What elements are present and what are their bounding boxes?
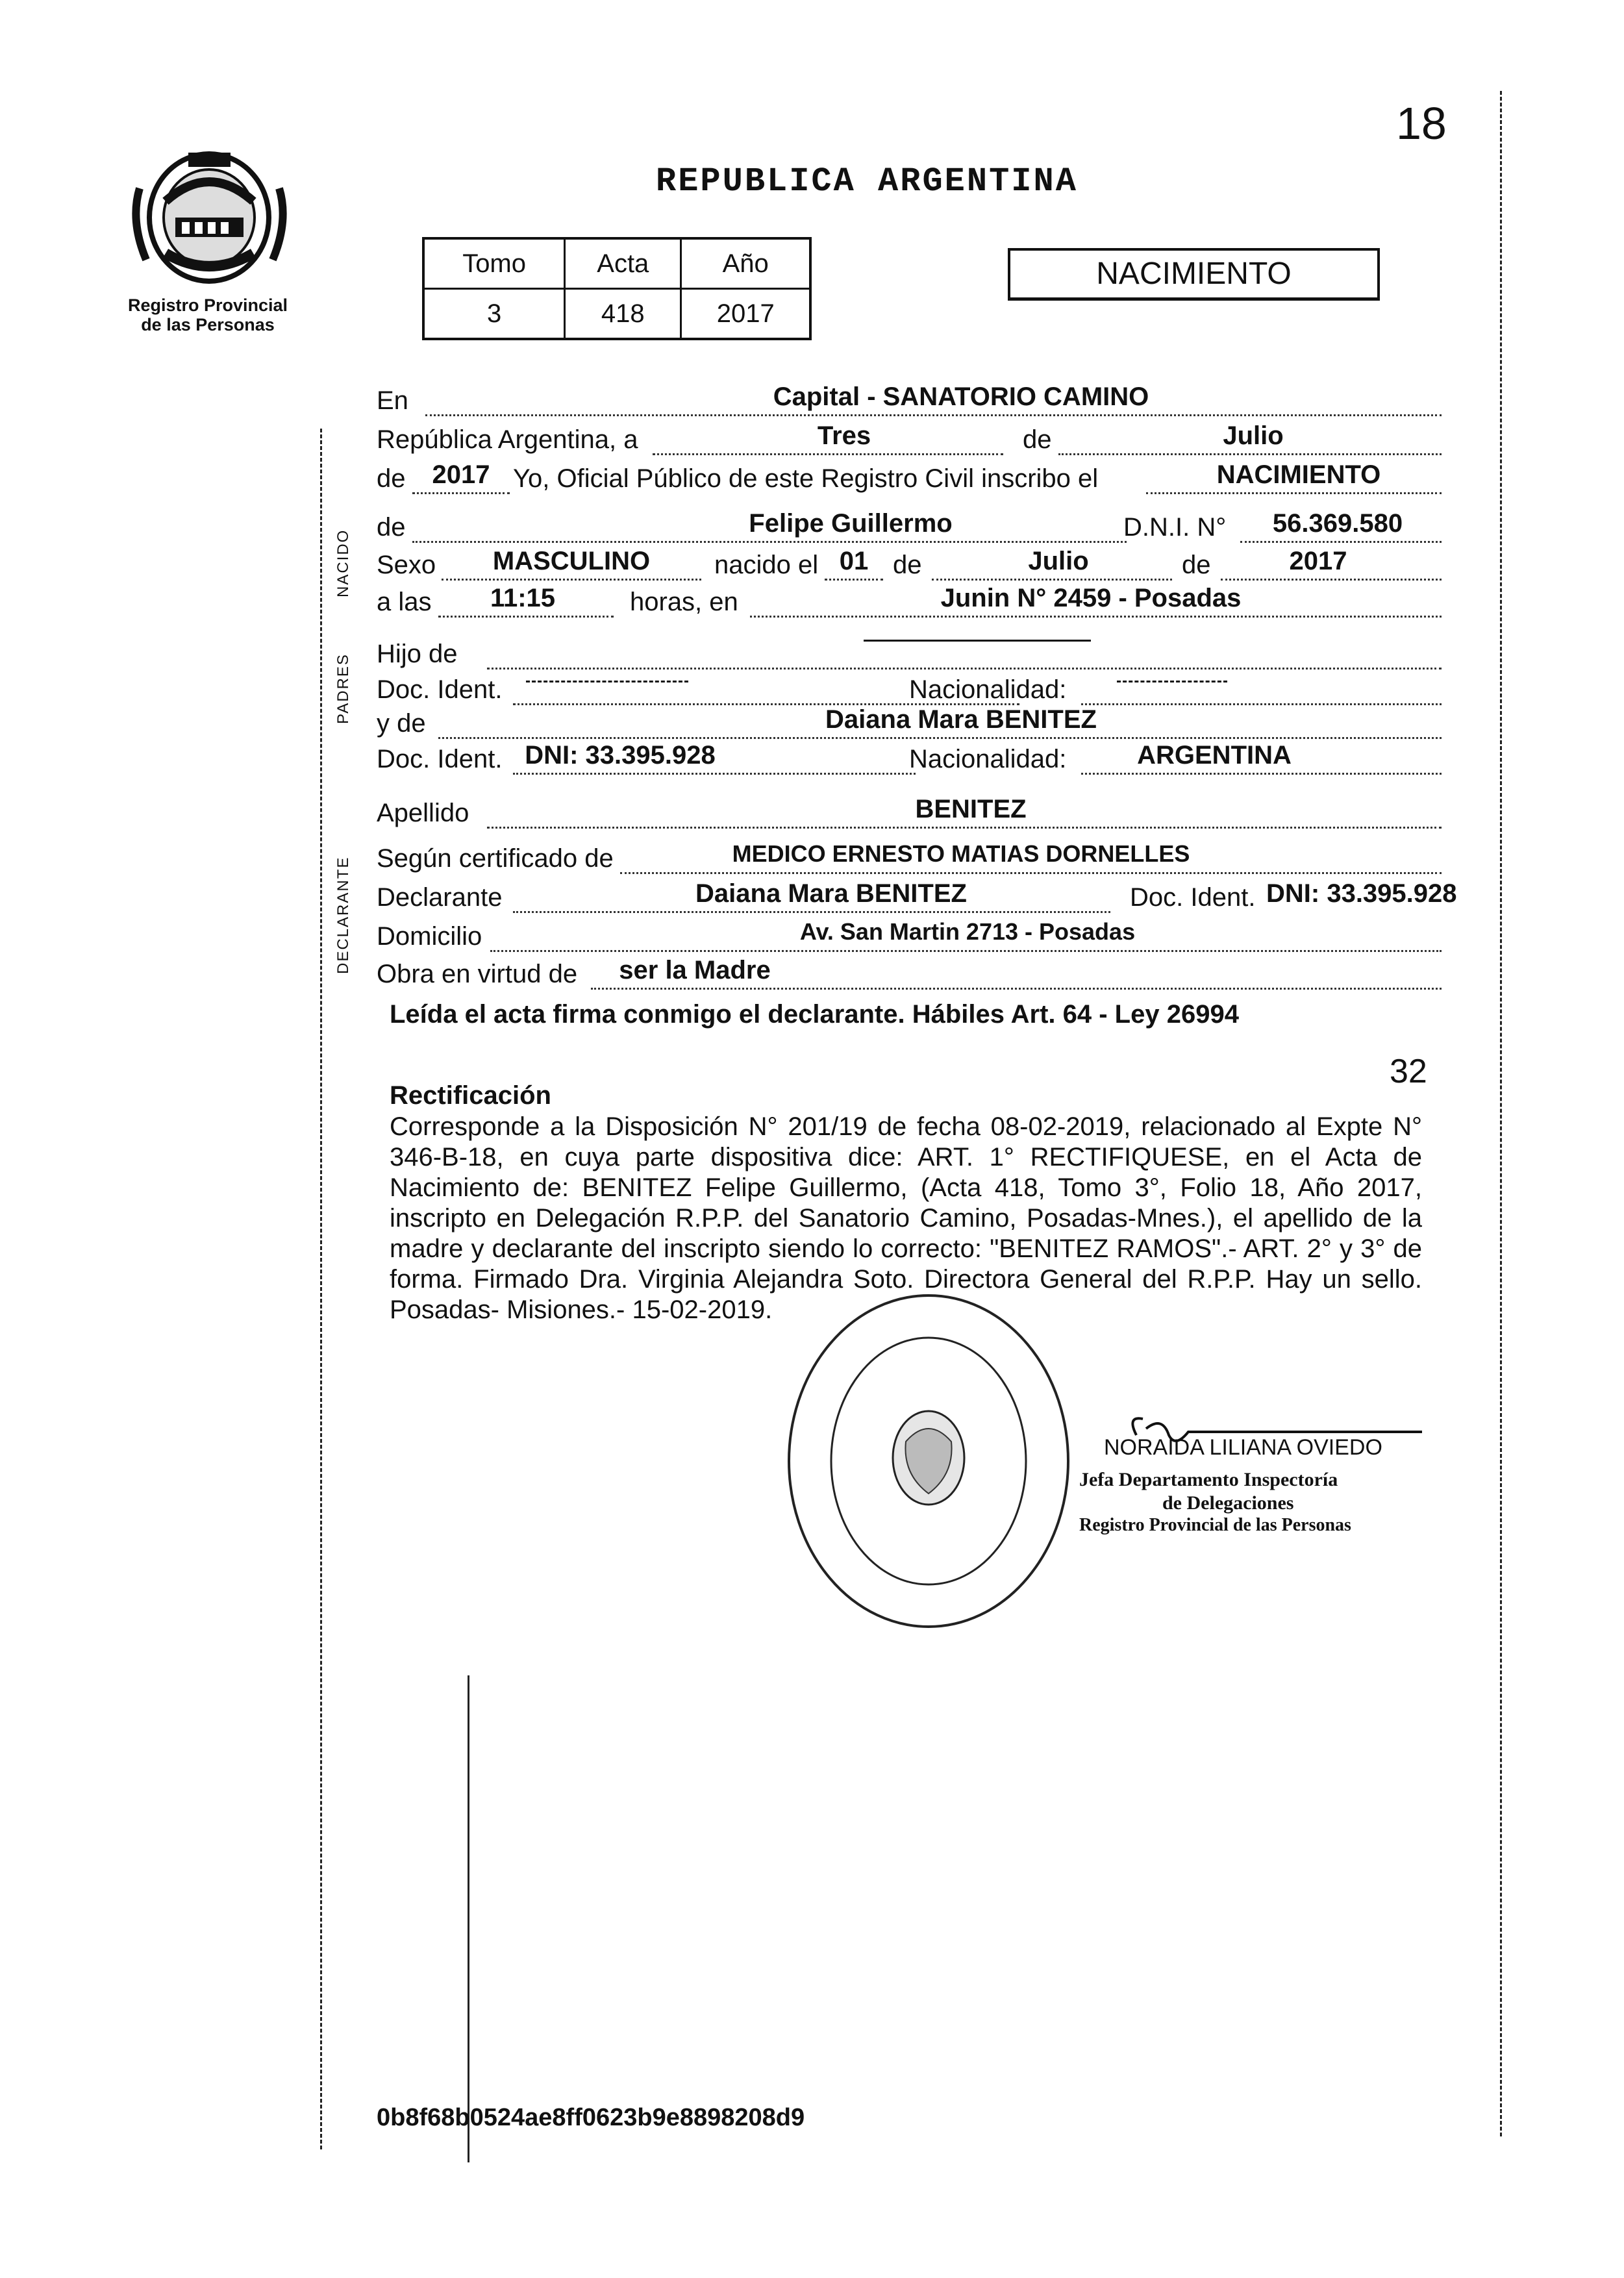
- rectificacion-body: Corresponde a la Disposición N° 201/19 de fecha 08-02-2019, relacionado al Expte N° 346-B-18, en cuya parte dispositiva dice: ART. 1° RECTIFIQUESE, en el Acta de Nacimiento de: BENITEZ Felipe Guillermo, (Acta 418, Tomo 3°, Folio 18, Año 2017, inscripto en Delegación R.P.P. del Sanatorio Camino, Posadas-Mnes.), el apellido de la madre y declarante del inscripto siendo lo correcto: "BENITEZ RAMOS".- ART. 2° y 3° de forma. Firmado Dra. Virginia Alejandra Soto. Directora General del R.P.P. Hay un sello. Posadas- Misiones.- 15-02-2019.: [390, 1112, 1422, 1324]
- dia-value: Tres: [817, 421, 871, 450]
- row-hora: [377, 584, 1442, 624]
- de2-label: de: [377, 464, 406, 493]
- dom-value: Av. San Martin 2713 - Posadas: [799, 918, 1136, 945]
- yo-text: Yo, Oficial Público de este Registro Civil inscribo el: [513, 464, 1099, 493]
- nac2-value: ARGENTINA: [1137, 741, 1292, 770]
- de4-label: de: [893, 551, 922, 579]
- section-label-padres: PADRES: [334, 653, 352, 724]
- row-certificado: [377, 840, 1442, 881]
- obra-label: Obra en virtud de: [377, 960, 578, 988]
- doc1-blank-dash: [526, 681, 688, 682]
- de3-label: de: [377, 513, 406, 542]
- cert-value: MEDICO ERNESTO MATIAS DORNELLES: [732, 840, 1190, 867]
- yde-label: y de: [377, 709, 426, 738]
- document-hash: 0b8f68b0524ae8ff0623b9e8898208d9: [377, 2104, 805, 2131]
- hora-value: 11:15: [490, 584, 556, 612]
- lugar-value: Junin N° 2459 - Posadas: [940, 584, 1242, 612]
- nombre-value: Felipe Guillermo: [749, 509, 953, 538]
- doc2-label: Doc. Ident.: [377, 745, 503, 773]
- dom-label: Domicilio: [377, 922, 482, 951]
- row-sexo: [377, 547, 1442, 587]
- page-number: 18: [1396, 98, 1447, 149]
- row-madre: [377, 705, 1442, 745]
- row-obra: [377, 956, 1442, 996]
- tomo-header: Tomo: [423, 238, 565, 289]
- en-label: En: [377, 386, 408, 415]
- act-type-box: NACIMIENTO: [1008, 248, 1380, 300]
- nac-mes-value: Julio: [1028, 547, 1089, 575]
- horas-label: horas, en: [630, 588, 738, 616]
- row-inscripcion: [377, 460, 1442, 501]
- acta-value: 418: [565, 289, 681, 340]
- signatory-title-line1: Jefa Departamento Inspectoría: [1079, 1469, 1338, 1490]
- logo-caption: [110, 295, 305, 334]
- section-label-nacido: NACIDO: [334, 529, 352, 597]
- signatory-name: NORAIDA LILIANA OVIEDO: [1104, 1435, 1382, 1460]
- sexo-value: MASCULINO: [492, 547, 651, 575]
- anio-header: Año: [681, 238, 810, 289]
- logo-caption-line1: Registro Provincial: [127, 295, 288, 315]
- signatory-title-line2: de Delegaciones: [1162, 1492, 1294, 1514]
- row-domicilio: [377, 918, 1442, 958]
- signatory-title-line3: Registro Provincial de las Personas: [1079, 1515, 1351, 1535]
- mes-value: Julio: [1223, 421, 1284, 450]
- madre-value: Daiana Mara BENITEZ: [825, 705, 1097, 734]
- tomo-value: 3: [423, 289, 565, 340]
- sexo-label: Sexo: [377, 551, 436, 579]
- apellido-value: BENITEZ: [915, 795, 1027, 823]
- nac2-label: Nacionalidad:: [909, 745, 1067, 773]
- row-nombre: [377, 509, 1442, 549]
- nacido-label: nacido el: [714, 551, 819, 579]
- hijo-label: Hijo de: [377, 640, 458, 668]
- row-fecha: [377, 421, 1442, 462]
- anio-value: 2017: [681, 289, 810, 340]
- row-hijo: [377, 640, 1442, 676]
- nac-dia-value: 01: [839, 547, 869, 575]
- right-margin-line: [1500, 91, 1502, 2136]
- apellido-label: Apellido: [377, 799, 469, 827]
- acta-header: Acta: [565, 238, 681, 289]
- decl-label: Declarante: [377, 883, 503, 912]
- nac1-blank-dash: [1117, 681, 1227, 682]
- left-margin-line: [320, 429, 322, 2149]
- hijo-blank-dash: [864, 640, 1091, 642]
- province-crest-logo: [127, 149, 292, 286]
- republica-label: República Argentina, a: [377, 425, 638, 454]
- decl-value: Daiana Mara BENITEZ: [695, 879, 967, 908]
- document-title: REPUBLICA ARGENTINA: [656, 162, 1078, 201]
- en-value: Capital - SANATORIO CAMINO: [773, 382, 1149, 411]
- footnote: Leída el acta firma conmigo el declarante. Hábiles Art. 64 - Ley 26994: [390, 1000, 1239, 1029]
- cert-label: Según certificado de: [377, 844, 614, 873]
- logo-caption-line2: de las Personas: [141, 315, 275, 334]
- official-seal-stamp: [779, 1286, 1078, 1636]
- decl-doc-label: Doc. Ident.: [1130, 883, 1256, 912]
- de-label: de: [1023, 425, 1052, 454]
- row-apellido: [377, 795, 1442, 835]
- section-label-declarante: DECLARANTE: [334, 856, 352, 974]
- dni-label: D.N.I. N°: [1123, 513, 1227, 542]
- dni-value: 56.369.580: [1272, 509, 1403, 538]
- margin-number: 32: [1390, 1053, 1427, 1090]
- row-en: [377, 382, 1442, 423]
- rectificacion-title: Rectificación: [390, 1081, 551, 1110]
- doc2-value: DNI: 33.395.928: [525, 741, 716, 770]
- anio-inscripcion-value: 2017: [432, 460, 490, 489]
- fold-line: [468, 1675, 469, 2162]
- nac1-label: Nacionalidad:: [909, 675, 1067, 704]
- row-declarante: [377, 879, 1457, 920]
- registry-table: [422, 237, 812, 340]
- alas-label: a las: [377, 588, 432, 616]
- inscripcion-value: NACIMIENTO: [1216, 460, 1381, 489]
- row-doc2: [377, 741, 1442, 781]
- nac-anio-value: 2017: [1289, 547, 1347, 575]
- de5-label: de: [1182, 551, 1211, 579]
- obra-value: ser la Madre: [619, 956, 771, 984]
- decl-doc-value: DNI: 33.395.928: [1266, 879, 1457, 908]
- doc1-label: Doc. Ident.: [377, 675, 503, 704]
